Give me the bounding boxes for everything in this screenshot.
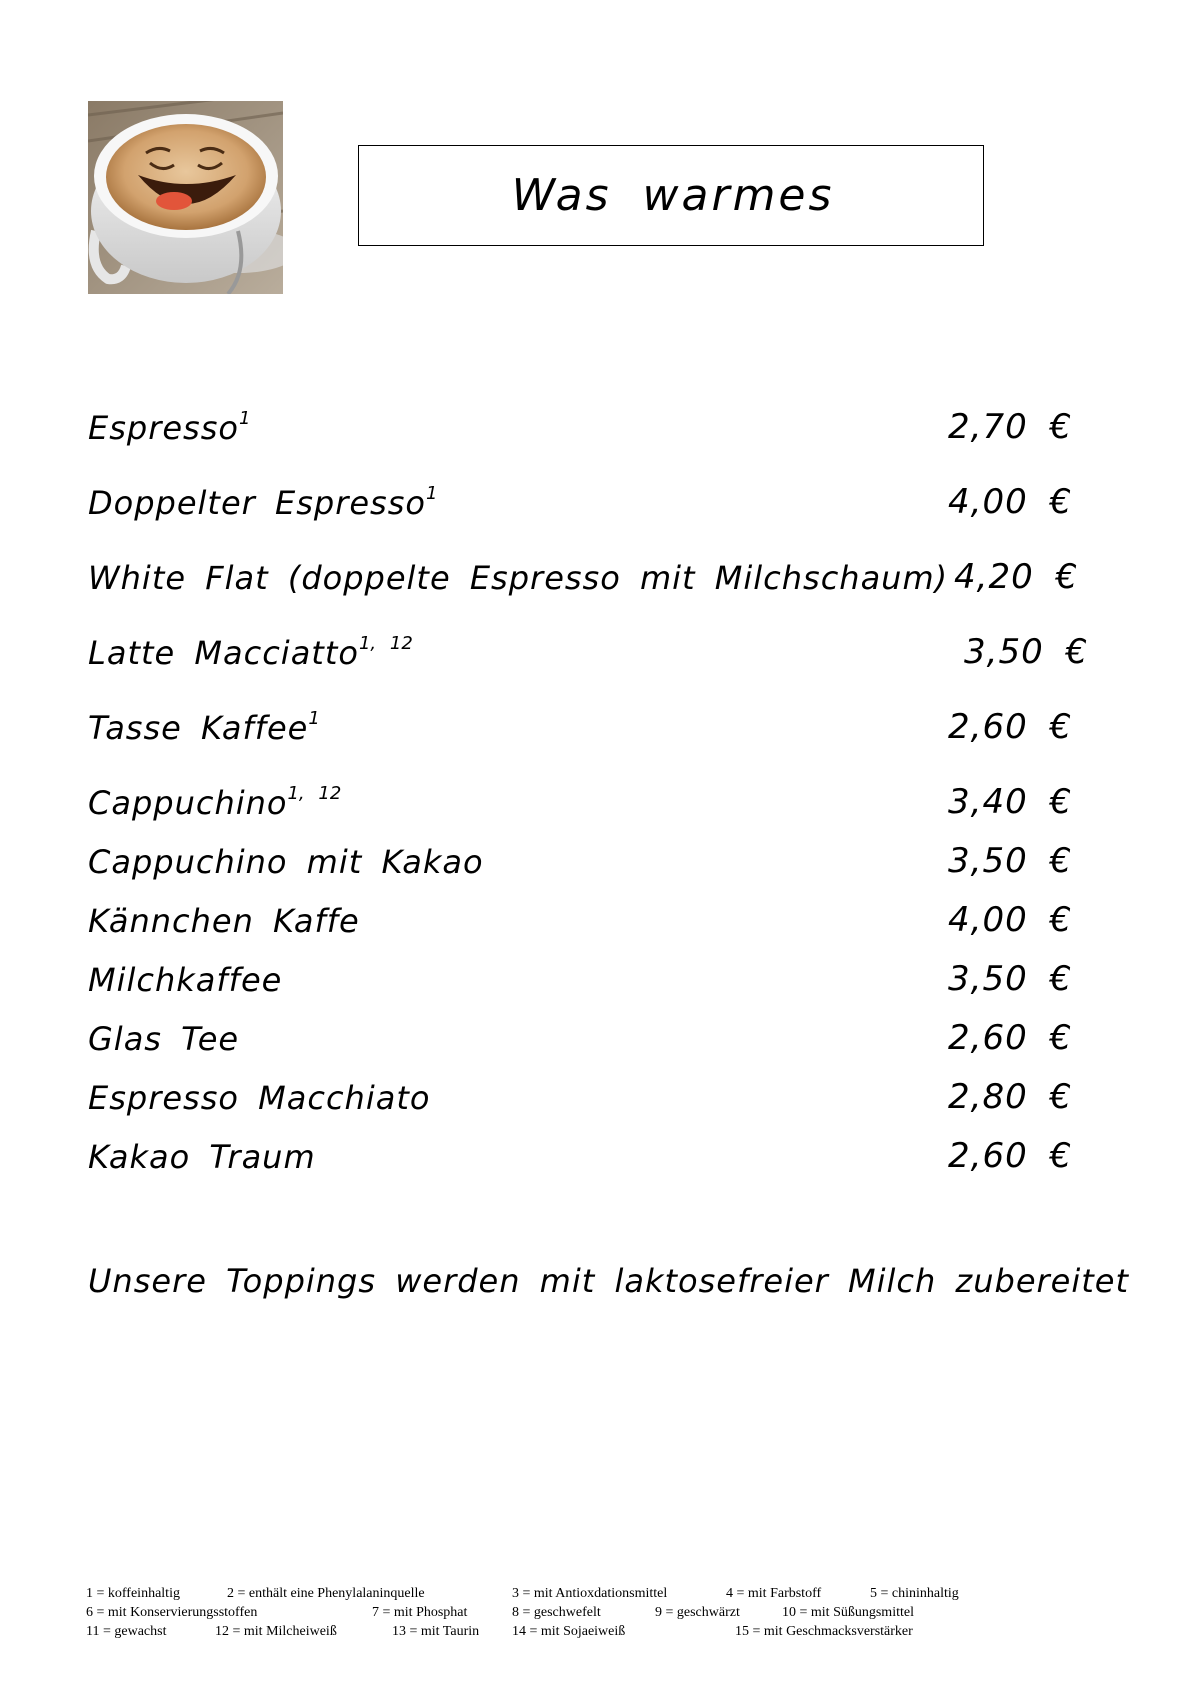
menu-item-name [88, 408, 250, 447]
menu-item-footnote: 1 [238, 408, 251, 429]
menu-item-label: Tasse Kaffee [88, 709, 309, 747]
legend-entry: 6 = mit Konservierungsstoffen [86, 1605, 258, 1620]
menu-item-name [88, 783, 341, 822]
menu-item-footnote: 1 [308, 708, 320, 729]
menu-item [88, 1067, 1088, 1117]
legend-entry: 9 = geschwärzt [655, 1605, 740, 1620]
menu-item-name [88, 902, 360, 940]
menu-item-name [88, 843, 484, 881]
menu-list [88, 0, 1088, 1683]
menu-item-label: Kakao Traum [88, 1138, 316, 1176]
menu-item-label: White Flat (doppelte Espresso mit Milchschaum) [88, 559, 949, 597]
menu-item-price: 2,60 € [948, 1136, 1073, 1176]
menu-item-price: 4,00 € [948, 900, 1073, 940]
menu-item-label: Kännchen Kaffe [88, 902, 360, 940]
page-title: Was warmes [511, 170, 835, 221]
menu-item-label: Doppelter Espresso [88, 484, 426, 522]
menu-item-label: Latte Macciatto [88, 634, 359, 672]
menu-item-name [88, 1079, 430, 1117]
menu-item-price: 3,50 € [964, 632, 1089, 672]
legend-entry: 11 = gewachst [86, 1624, 167, 1639]
legend-entry: 1 = koffeinhaltig [86, 1586, 180, 1601]
legend-entry: 3 = mit Antioxdationsmittel [512, 1586, 668, 1601]
menu-item [88, 697, 1088, 747]
menu-item-label: Cappuchino mit Kakao [88, 843, 484, 881]
menu-item-price: 2,70 € [948, 407, 1073, 447]
legend-line [86, 1584, 1086, 1603]
menu-item-footnote: 1 [425, 483, 438, 504]
menu-item-name [88, 1138, 316, 1176]
legend-entry: 8 = geschwefelt [512, 1605, 601, 1620]
legend-line [86, 1603, 1086, 1622]
menu-item-label: Glas Tee [88, 1020, 240, 1058]
lactose-note: Unsere Toppings werden mit laktosefreier Milch zubereitet [88, 1262, 1130, 1300]
menu-item [88, 547, 1088, 597]
additives-legend [86, 1584, 1086, 1641]
menu-item-name [88, 559, 948, 597]
menu-item-name [88, 483, 437, 522]
legend-entry: 12 = mit Milcheiweiß [215, 1624, 337, 1639]
menu-item [88, 1126, 1088, 1176]
menu-item-name [88, 961, 282, 999]
menu-item-footnote: 1, 12 [358, 633, 413, 654]
legend-entry: 4 = mit Farbstoff [726, 1586, 822, 1601]
menu-item [88, 472, 1088, 522]
menu-item-footnote: 1, 12 [287, 783, 342, 804]
menu-item [88, 831, 1088, 881]
menu-item-label: Milchkaffee [88, 961, 283, 999]
menu-item [88, 622, 1088, 672]
menu-item-price: 3,50 € [948, 959, 1073, 999]
menu-item [88, 949, 1088, 999]
menu-item [88, 397, 1088, 447]
legend-entry: 14 = mit Sojaeiweiß [512, 1624, 626, 1639]
menu-item-price: 2,60 € [948, 707, 1073, 747]
menu-item-price: 3,40 € [948, 782, 1073, 822]
legend-entry: 2 = enthält eine Phenylalaninquelle [227, 1586, 425, 1601]
legend-entry: 7 = mit Phosphat [372, 1605, 468, 1620]
menu-item-name [88, 708, 320, 747]
legend-entry: 10 = mit Süßungsmittel [782, 1605, 914, 1620]
menu-item [88, 1008, 1088, 1058]
menu-item [88, 890, 1088, 940]
menu-item-price: 4,00 € [948, 482, 1073, 522]
legend-entry: 5 = chininhaltig [870, 1586, 959, 1601]
menu-item-label: Espresso [88, 409, 239, 447]
menu-item-price: 4,20 € [954, 557, 1079, 597]
menu-item-label: Cappuchino [88, 784, 288, 822]
menu-item-price: 3,50 € [948, 841, 1073, 881]
menu-item-name [88, 1020, 239, 1058]
menu-item [88, 772, 1088, 822]
legend-entry: 15 = mit Geschmacksverstärker [735, 1624, 913, 1639]
legend-entry: 13 = mit Taurin [392, 1624, 480, 1639]
menu-item-price: 2,80 € [948, 1077, 1073, 1117]
menu-item-label: Espresso Macchiato [88, 1079, 431, 1117]
menu-item-name [88, 633, 413, 672]
menu-item-price: 2,60 € [948, 1018, 1073, 1058]
legend-line [86, 1622, 1086, 1641]
